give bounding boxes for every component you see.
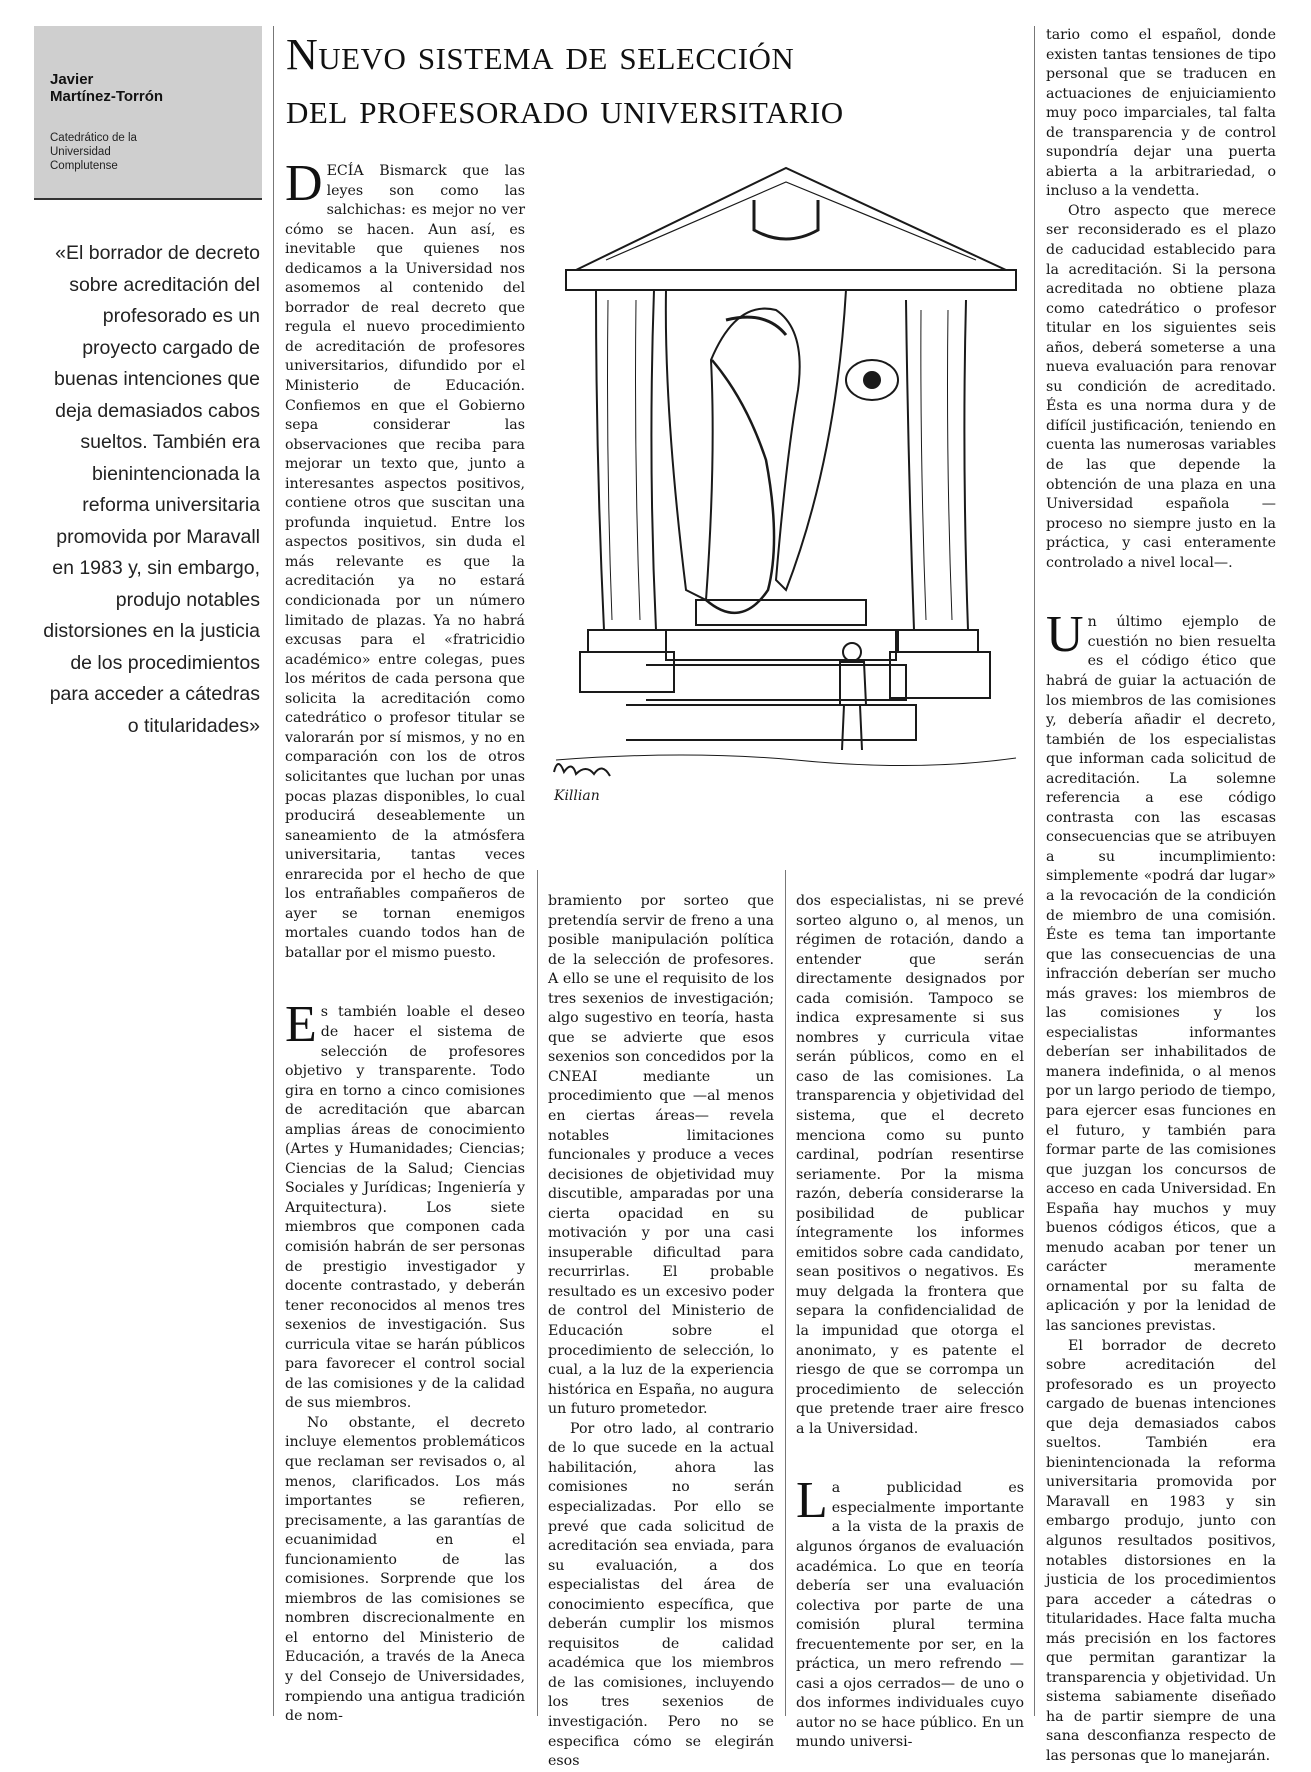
paragraph xyxy=(285,996,525,1413)
author-box xyxy=(34,26,262,200)
paragraph: Otro aspecto que merece ser reconsiderado es el plazo de caducidad establecido para la acreditación. Si la persona acreditada no obtiene plaza como catedrático o profesor titular en los siguientes seis años, deberá someterse a una nueva evaluación para renovar su condición de acreditado. Ésta es una norma dura y de difícil justificación, teniendo en cuenta las numerosas variables de las que depende la obtención de una plaza en una Universidad española —proceso no siempre justo en la práctica, y casi enteramente controlado a nivel local—. xyxy=(1046,202,1276,571)
column-divider xyxy=(537,870,538,1716)
column-divider xyxy=(1034,26,1035,1716)
headline-line: Nuevo sistema de selección xyxy=(286,30,795,79)
paragraph xyxy=(796,1472,1024,1753)
author-role xyxy=(50,131,210,173)
illustration-signature: Killian xyxy=(554,788,600,804)
paragraph-text: ECÍA Bismarck que las leyes son como las salchichas: es mejor no ver cómo se hacen. Aun así, es inevitable que quienes nos dedicamos a la Universidad nos asomemos al contenido del borrador de real decreto que regula el nuevo procedimiento de acreditación de profesores universitarios, difundido por el Ministerio de Educación. Confiemos en que el Gobierno sepa considerar las observaciones que reciba para mejorar un texto que, junto a interesantes aspectos positivos, contiene otros que suscitan una profunda inquietud. Entre los aspectos positivos, sin duda el más relevante es que la acreditación ya no estará condicionada por un número limitado de plazas. Ya no habrá excusas para el «fratricidio académico» entre colegas, pues los méritos de cada persona que solicita la acreditación como catedrático o profesor titular se valorarán por sí mismos, y no en comparación con los de otros solicitantes que luchan por unas pocas plazas disponibles, lo cual producirá deseablemente un saneamiento de la atmósfera universitaria, tantas veces enrarecida por el hecho de que los entrañables compañeros de ayer se tornan enemigos mortales cuando todos han de batallar por el mismo puesto. xyxy=(285,163,525,961)
illustration xyxy=(536,160,1032,840)
author-name xyxy=(50,71,163,105)
paragraph-text: n último ejemplo de cuestión no bien resuelta es el código ético que habrá de guiar la actuación de los miembros de las comisiones y, debería añadir el decreto, también de los especialistas que informan cada solicitud de acreditación. La solemne referencia a ese código contrasta con las escasas consecuencias que se atribuyen a su incumplimiento: simplemente «podrá dar lugar» a la revocación de la condición de miembro de una comisión. Éste es tema tan importante que las consecuencias de una infracción deberían ser mucho más graves: los miembros de las comisiones y los especialistas informantes deberían ser inhabilitados de manera indefinida, o al menos por un largo periodo de tiempo, para ejercer esas funciones en el futuro, y también para formar parte de las comisiones que juzgan los concursos de acceso en cada Universidad. En España hay muchos y muy buenos códigos éticos, que a menudo acaban por tener un carácter meramente ornamental por su falta de aplicación y por la lenidad de las sanciones previstas. xyxy=(1046,614,1276,1334)
paragraph xyxy=(285,155,525,963)
article-column-1 xyxy=(285,155,525,1727)
paragraph: El borrador de decreto sobre acreditación del profesorado es un proyecto cargado de buenas intenciones que deja demasiados cabos sueltos. También era bienintencionada la reforma universitaria promovida por Maravall en 1983 y sin embargo produjo, junto con algunos resultados positivos, notables distorsiones en la justicia de los procedimientos para acceder a cátedras o titularidades. Hace falta mucha más precisión en los factores que permitan garantizar la transparencia y objetividad. Un sistema sabiamente diseñado ha de partir siempre de una sana desconfianza respecto de las personas que lo manejarán. xyxy=(1046,1337,1276,1765)
headline-line: del profesorado universitario xyxy=(286,84,844,133)
author-first-name: Javier xyxy=(50,71,94,88)
paragraph: No obstante, el decreto incluye elementos problemáticos que reclaman ser revisados o, al menos, clarificados. Los más importantes se refieren, precisamente, a las garantías de ecuanimidad en el funcionamiento de las comisiones. Sorprende que los miembros de las comisiones se nombren discrecionalmente en el entorno del Ministerio de Educación, a través de la Aneca y del Consejo de Universidades, rompiendo una antigua tradición de nom- xyxy=(285,1414,525,1725)
paragraph-text: s también loable el deseo de hacer el sistema de selección de profesores objetivo y transparente. Todo gira en torno a cinco comisiones de acreditación que abarcan amplias áreas de conocimiento (Artes y Humanidades; Ciencias; Ciencias de la Salud; Ciencias Sociales y Jurídicas; Ingeniería y Arquitectura). Los siete miembros que componen cada comisión habrán de ser personas de prestigio investigador y docente contrastado, y deberán tener reconocidos al menos tres sexenios de investigación. Sus curricula vitae se harán públicos para favorecer el control social de las comisiones y de la calidad de sus miembros. xyxy=(285,1004,525,1412)
drop-cap: E xyxy=(285,996,317,1054)
drop-cap: D xyxy=(285,155,323,212)
column-divider xyxy=(273,26,274,1716)
drop-cap: U xyxy=(1046,606,1084,664)
article-column-2 xyxy=(548,892,774,1772)
column-divider xyxy=(785,870,786,1716)
paragraph: Por otro lado, al contrario de lo que sucede en la actual habilitación, ahora las comisiones no serán especializadas. Por ello se prevé que cada solicitud de acreditación sea enviada, para su evaluación, a dos especialistas del área de conocimiento específica, que deberán cumplir los mismos requisitos de calidad académica que los miembros de las comisiones, incluyendo los tres sexenios de investigación. Pero no se especifica cómo se elegirán esos xyxy=(548,1420,774,1770)
author-role-line: Universidad xyxy=(50,146,111,158)
paragraph: dos especialistas, ni se prevé sorteo alguno o, al menos, un régimen de rotación, dando a entender que serán directamente designados por cada comisión. Tampoco se indica expresamente si sus nombres y curricula vitae serán públicos, como en el caso de las comisiones. La transparencia y objetividad del sistema, que el decreto menciona como su punto cardinal, podrían resentirse seriamente. Por la misma razón, debería considerarse la posibilidad de publicar íntegramente los informes emitidos sobre cada candidato, sean positivos o negativos. Es muy delgada la frontera que separa la confidencialidad de la impunidad que otorga el anonimato, y es patente el riesgo de que se corrompa un procedimiento de selección que pretende traer aire fresco a la Universidad. xyxy=(796,893,1024,1437)
article-column-3 xyxy=(796,892,1024,1753)
paragraph-text: a publicidad es especialmente importante a la vista de la praxis de algunos órganos de evaluación académica. Lo que en teoría debería ser una evaluación colectiva por parte de una comisión plural termina frecuentemente por ser, en la práctica, un mero refrendo —casi a ojos cerrados— de uno o dos informes individuales cuyo autor no se hace público. En un mundo universi- xyxy=(796,1480,1024,1751)
drop-cap: L xyxy=(796,1472,828,1530)
paragraph xyxy=(1046,606,1276,1336)
headline xyxy=(286,28,1026,136)
author-last-name: Martínez-Torrón xyxy=(50,88,164,105)
cartoon-drawing xyxy=(536,160,1032,840)
author-role-line: Catedrático de la xyxy=(50,132,137,144)
article-column-4 xyxy=(1046,26,1276,1767)
paragraph: tario como el español, donde existen tantas tensiones de tipo personal que se traducen en actuaciones de enjuiciamiento muy poco imparciales, tal falta de transparencia y de control supondría dejar una puerta abierta a la arbitrariedad, o incluso a la vendetta. xyxy=(1046,27,1276,200)
pull-quote: «El borrador de decreto sobre acreditación del profesorado es un proyecto cargado de buenas intenciones que deja demasiados cabos sueltos. También era bienintencionada la reforma universitaria promovida por Maravall en 1983 y, sin embargo, produjo notables distorsiones en la justicia de los procedimientos para acceder a cátedras o titularidades» xyxy=(43,242,260,737)
author-role-line: Complutense xyxy=(50,160,118,172)
paragraph: bramiento por sorteo que pretendía servir de freno a una posible manipulación política de la selección de profesores. A ello se une el requisito de los tres sexenios de investigación; algo sugestivo en teoría, hasta que se advierte que esos sexenios son concedidos por la CNEAI mediante un procedimiento que —al menos en ciertas áreas— revela notables limitaciones funcionales y produce a veces decisiones de objetividad muy discutible, amparadas por una cierta opacidad en su motivación y por una casi insuperable dificultad para recurrirlas. El probable resultado es un excesivo poder de control del Ministerio de Educación sobre el procedimiento de selección, lo cual, a la luz de la experiencia histórica en España, no augura un futuro prometedor. xyxy=(548,893,774,1418)
